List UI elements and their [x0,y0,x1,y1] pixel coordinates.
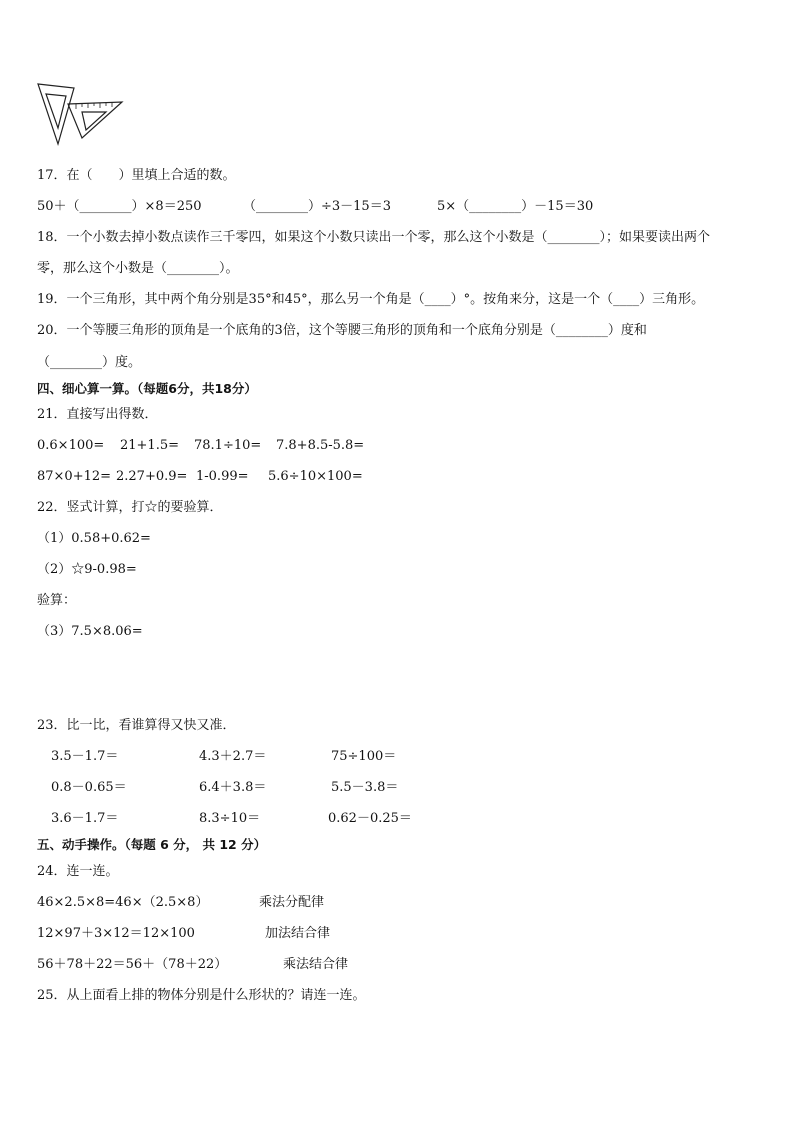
question-21-title: 21．直接写出得数． [37,407,158,422]
calc-23-r3c3: 0.62－0.25＝ [328,811,412,826]
question-19: 19．一个三角形，其中两个角分别是35°和45°，那么另一个角是（____）°。按角来分，这是一个（____）三角形。 [37,292,705,307]
calc-23-r2c1: 0.8－0.65＝ [51,780,127,795]
set-square-figure [36,82,126,148]
calc-21-r1c4: 7.8+8.5-5.8= [276,438,365,453]
calc-23-r1c1: 3.5－1.7＝ [51,749,119,764]
calc-23-r3c2: 8.3÷10＝ [199,811,261,826]
calc-21-r1c2: 21+1.5= [120,438,180,453]
triangle-ruler-left [38,84,74,144]
question-24-title: 24．连一连。 [37,864,119,879]
question-22-check-label: 验算： [37,593,77,608]
calc-21-r2c1: 87×0+12= [37,469,112,484]
section-4-heading: 四、细心算一算。（每题6分，共18分） [37,381,257,396]
question-22-part1: （1）0.58+0.62= [37,531,151,546]
question-17-b: （________）÷3－15＝3 [243,199,391,214]
calc-23-r1c2: 4.3＋2.7＝ [199,749,267,764]
section-5-heading: 五、动手操作。（每题 6 分， 共 12 分） [37,837,267,852]
calc-21-r2c2: 2.27+0.9= [116,469,188,484]
calc-21-r1c1: 0.6×100= [37,438,105,453]
question-22-part2: （2）☆9-0.98= [37,562,137,577]
calc-23-r2c2: 6.4＋3.8＝ [199,780,267,795]
match-left-1: 46×2.5×8=46×（2.5×8） [37,895,209,910]
calc-21-r2c4: 5.6÷10×100= [268,469,363,484]
match-right-3: 乘法结合律 [283,957,349,972]
match-left-3: 56＋78＋22＝56＋（78＋22） [37,957,228,972]
question-25-title: 25．从上面看上排的物体分别是什么形状的？请连一连。 [37,988,366,1003]
question-23-title: 23．比一比，看谁算得又快又准． [37,718,236,733]
question-20-line1: 20．一个等腰三角形的顶角是一个底角的3倍，这个等腰三角形的顶角和一个底角分别是（________）度和 [37,323,647,338]
question-17-c: 5×（________）－15＝30 [437,199,594,214]
question-20-line2: （________）度。 [37,355,142,370]
calc-23-r1c3: 75÷100＝ [331,749,397,764]
question-17-a: 50＋（________）×8＝250 [37,199,202,214]
question-22-title: 22．竖式计算，打☆的要验算． [37,500,223,515]
match-right-1: 乘法分配律 [259,895,325,910]
match-right-2: 加法结合律 [265,926,331,941]
question-18-line2: 零，那么这个小数是（________）。 [37,261,239,276]
question-17-title: 17．在（ ）里填上合适的数。 [37,168,236,183]
calc-23-r2c3: 5.5－3.8＝ [331,780,399,795]
question-22-part3: （3）7.5×8.06= [37,624,143,639]
match-left-2: 12×97＋3×12＝12×100 [37,926,195,941]
calc-23-r3c1: 3.6－1.7＝ [51,811,119,826]
calc-21-r1c3: 78.1÷10= [194,438,262,453]
calc-21-r2c3: 1-0.99= [196,469,249,484]
question-18-line1: 18．一个小数去掉小数点读作三千零四，如果这个小数只读出一个零，那么这个小数是（________）；如果要读出两个 [37,230,711,245]
